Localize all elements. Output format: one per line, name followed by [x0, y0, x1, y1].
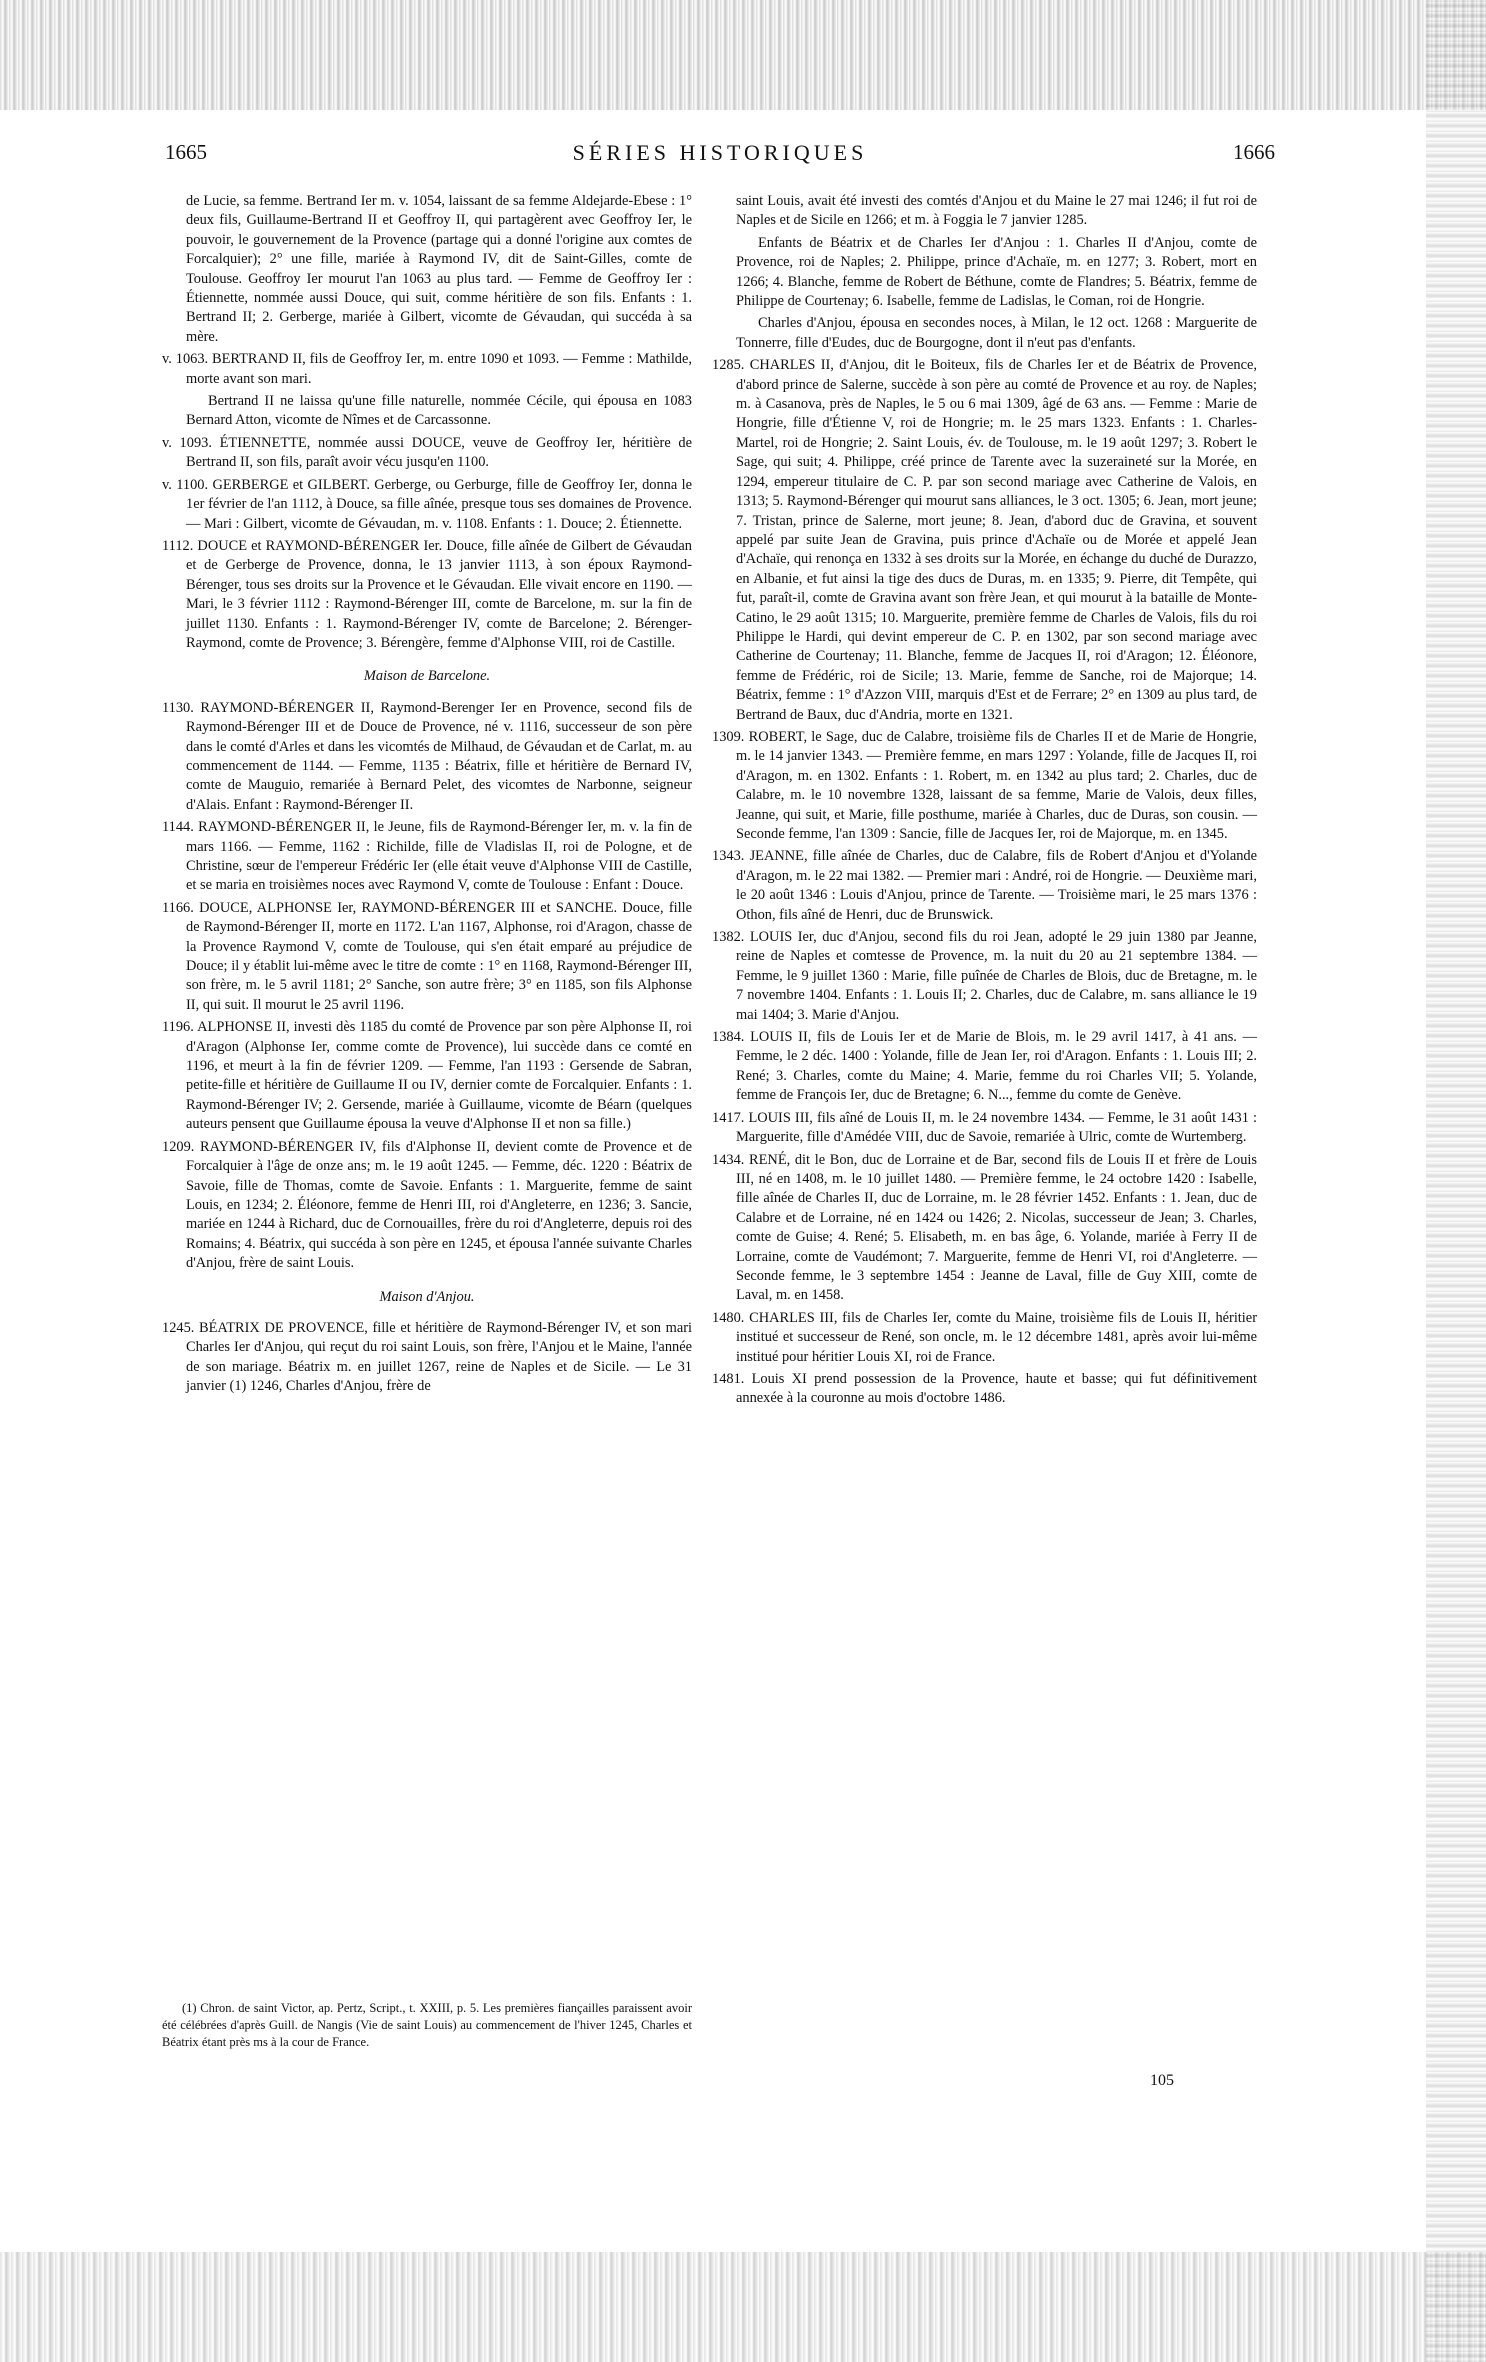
running-header — [165, 140, 1275, 170]
chronology-entry: v. 1093. ÉTIENNETTE, nommée aussi DOUCE, veuve de Geoffroy Ier, héritière de Bertrand II, son fils, paraît avoir vécu jusqu'en 1100. — [162, 434, 692, 471]
scan-noise-top — [0, 0, 1486, 110]
left-column-number: 1665 — [165, 140, 207, 164]
chronology-entry: 1384. LOUIS II, fils de Louis Ier et de Marie de Blois, m. le 29 avril 1417, à 41 ans. — Femme, le 2 déc. 1400 : Yolande, fille de Jean Ier, roi d'Aragon. Enfants : 1. Louis III; 2. René; 3. Charles, comte du Maine; 4. Marie, femme du roi Charles VII; 5. Yolande, femme de François Ier, duc de Bretagne; 6. N..., femme du comte de Genève. — [712, 1029, 1257, 1104]
page-title: SÉRIES HISTORIQUES — [572, 140, 868, 165]
chronology-entry: 1417. LOUIS III, fils aîné de Louis II, m. le 24 novembre 1434. — Femme, le 31 août 1431 : Marguerite, fille d'Amédée VIII, duc de Savoie, remariée à Ulric, comte de Wurtemberg. — [712, 1109, 1257, 1146]
right-column-number: 1666 — [1233, 140, 1275, 164]
paragraph: saint Louis, avait été investi des comtés d'Anjou et du Maine le 27 mai 1246; il fut roi de Naples et de Sicile en 1266; et m. à Foggia le 7 janvier 1285. — [736, 193, 1257, 229]
chronology-entry: 1245. BÉATRIX DE PROVENCE, fille et héritière de Raymond-Bérenger IV, et son mari Charles Ier d'Anjou, qui reçut du roi saint Louis, son frère, l'Anjou et le Maine, l'année de son mariage. Béatrix m. en juillet 1267, reine de Naples et de Sicile. — Le 31 janvier (1) 1246, Charles d'Anjou, frère de — [162, 1319, 692, 1395]
chronology-entry: 1434. RENÉ, dit le Bon, duc de Lorraine et de Bar, second fils de Louis II et frère de Louis III, né en 1408, m. le 10 juillet 1480. — Première femme, le 24 octobre 1420 : Isabelle, fille aînée de Charles II, duc de Lorraine, m. le 28 février 1452. Enfants : 1. Jean, duc de Calabre et de Lorraine, né en 1424 ou 1426; 2. Nicolas, successeur de Jean; 3. Charles, comte de Guise; 4. René; 5. Elisabeth, m. en bas âge, 6. Yolande, mariée à Ferry II de Lorraine, comte de Vaudémont; 7. Marguerite, femme de Henri VI, roi d'Angleterre. — Seconde femme, le 3 septembre 1454 : Jeanne de Laval, fille de Guy XIII, comte de Laval, m. en 1458. — [712, 1151, 1257, 1304]
scan-noise-bottom — [0, 2252, 1486, 2362]
chronology-entry: 1209. RAYMOND-BÉRENGER IV, fils d'Alphonse II, devient comte de Provence et de Forcalquier à l'âge de onze ans; m. le 19 août 1245. — Femme, déc. 1220 : Béatrix de Savoie, fille de Thomas, comte de Savoie. Enfants : 1. Marguerite, femme de saint Louis, en 1234; 2. Éléonore, femme de Henri III, roi d'Angleterre, en 1236; 3. Sancie, mariée en 1244 à Richard, duc de Cornouailles, frère du roi d'Angleterre, depuis roi des Romains; 4. Béatrix, qui succéda à son père en 1245, et épousa l'année suivante Charles d'Anjou, frère de saint Louis. — [162, 1138, 692, 1272]
chronology-entry: 1343. JEANNE, fille aînée de Charles, duc de Calabre, fils de Robert d'Anjou et d'Yolande d'Aragon, m. le 22 mai 1382. — Premier mari : André, roi de Hongrie. — Deuxième mari, le 20 août 1346 : Louis d'Anjou, prince de Tarente. — Troisième mari, le 25 mars 1376 : Othon, fils aîné de Henri, duc de Brunswick. — [712, 848, 1257, 923]
chronology-entry: 1481. Louis XI prend possession de la Provence, haute et basse; qui fut définitivement annexée à la couronne au mois d'octobre 1486. — [712, 1370, 1257, 1407]
chronology-entry: 1382. LOUIS Ier, duc d'Anjou, second fils du roi Jean, adopté le 29 juin 1380 par Jeanne, reine de Naples et comtesse de Provence, m. la nuit du 20 au 21 septembre 1384. — Femme, le 9 juillet 1360 : Marie, fille puînée de Charles de Blois, duc de Bretagne, m. le 7 novembre 1404. Enfants : 1. Louis II; 2. Charles, duc de Calabre, m. sans alliance le 19 mai 1404; 3. Marie d'Anjou. — [712, 929, 1257, 1023]
paragraph: Enfants de Béatrix et de Charles Ier d'Anjou : 1. Charles II d'Anjou, comte de Provence, roi de Naples; 2. Philippe, prince d'Achaïe, m. en 1277; 3. Robert, mort en 1266; 4. Blanche, femme de Robert de Béthune, comte de Flandres; 5. Béatrix, femme de Philippe de Courtenay; 6. Isabelle, femme de Ladislas, le Coman, roi de Hongrie. — [736, 234, 1257, 310]
left-text-column — [162, 192, 692, 1400]
footnote: (1) Chron. de saint Victor, ap. Pertz, Script., t. XXIII, p. 5. Les premières fiançailles paraissent avoir été célébrées d'après Guill. de Nangis (Vie de saint Louis) au commencement de l'hiver 1245, Charles et Béatrix étant près ms à la cour de France. — [162, 2001, 692, 2049]
chronology-entry: 1480. CHARLES III, fils de Charles Ier, comte du Maine, troisième fils de Louis II, héritier institué et successeur de René, son oncle, m. le 12 décembre 1481, après avoir lui-même institué pour héritier Louis XI, roi de France. — [712, 1309, 1257, 1365]
chronology-entry: 1144. RAYMOND-BÉRENGER II, le Jeune, fils de Raymond-Bérenger Ier, m. v. la fin de mars 1166. — Femme, 1162 : Richilde, fille de Vladislas II, roi de Pologne, et de Christine, sœur de l'empereur Frédéric Ier (elle était veuve d'Alphonse VIII de Castille, et se maria en troisièmes noces avec Raymond V, comte de Toulouse : Enfant : Douce. — [162, 819, 692, 894]
paragraph: Bertrand II ne laissa qu'une fille naturelle, nommée Cécile, qui épousa en 1083 Bernard Atton, vicomte de Nîmes et de Carcassonne. — [186, 393, 692, 429]
chronology-entry: 1130. RAYMOND-BÉRENGER II, Raymond-Berenger Ier en Provence, second fils de Raymond-Bérenger III et de Douce de Provence, né v. 1116, successeur de son père dans le comté d'Arles et dans les vicomtés de Milhaud, de Gévaudan et de Carlat, m. au commencement de 1144. — Femme, 1135 : Béatrix, fille et héritière de Bernard IV, comte de Mauguio, remariée à Bernard Pelet, des vicomtes de Narbonne, seigneur d'Alais. Enfant : Raymond-Bérenger II. — [162, 699, 692, 813]
chronology-entry: v. 1063. BERTRAND II, fils de Geoffroy Ier, m. entre 1090 et 1093. — Femme : Mathilde, morte avant son mari. — [162, 351, 692, 387]
chronology-entry: 1285. CHARLES II, d'Anjou, dit le Boiteux, fils de Charles Ier et de Béatrix de Provence, d'abord prince de Salerne, succède à son père au comté de Provence et au roy. de Naples; m. à Casanova, près de Naples, le 5 ou 6 mai 1309, âgé de 63 ans. — Femme : Marie de Hongrie, fille d'Étienne V, roi de Hongrie; m. le 25 mars 1323. Enfants : 1. Charles-Martel, roi de Hongrie; 2. Saint Louis, év. de Toulouse, m. le 19 août 1297; 3. Robert le Sage, qui suit; 4. Philippe, créé prince de Tarente avec la suzeraineté sur la Morée, en 1294, empereur titulaire de C. P. par son second mariage avec Catherine de Valois, en 1313; 5. Raymond-Bérenger qui mourut sans alliances, le 3 oct. 1305; 6. Jean, mort jeune; 7. Tristan, prince de Salerne, mort jeune; 8. Jean, d'abord duc de Gravina, et souvent appelé par suite Jean de Gravina, puis prince d'Achaïe ou de Morée et appelé Jean d'Achaïe, qui renonça en 1332 à ses droits sur la Morée, en échange du duché de Durazzo, en Albanie, et fut ainsi la tige des ducs de Duras, m. en 1335; 9. Pierre, dit Tempête, qui fut, paraît-il, comte de Gravina avant son frère Jean, et qui mourut à la bataille de Monte-Catino, le 29 août 1315; 10. Marguerite, première femme de Charles de Valois, fils du roi Philippe le Hardi, qui devint empereur de C. P. en 1302, par son second mariage avec Catherine de Courtenay; 11. Blanche, femme de Jacques II, roi d'Aragon; 12. Éléonore, femme de Frédéric, roi de Sicile; 13. Marie, femme de Sanche, roi de Majorque; 14. Béatrix, femme : 1° d'Azzon VIII, marquis d'Est et de Ferrare; 2° en 1309 au plus tard, de Bertrand de Baux, duc d'Andria, morte en 1321. — [712, 357, 1257, 723]
section-heading: Maison de Barcelone. — [363, 668, 491, 685]
chronology-entry: 1196. ALPHONSE II, investi dès 1185 du comté de Provence par son père Alphonse II, roi d'Aragon (Alphonse Ier, comme comte de Provence), lui succède dans ce comté en 1196, et meurt à la fin de février 1209. — Femme, l'an 1193 : Gersende de Sabran, petite-fille et héritière de Guillaume II ou IV, dernier comte de Forcalquier. Enfants : 1. Raymond-Bérenger IV; 2. Gersende, mariée à Guillaume, vicomte de Béarn (quelques auteurs pensent que Guillaume épousa la veuve d'Alphonse II et non sa fille.) — [162, 1019, 692, 1133]
chronology-entry: 1166. DOUCE, ALPHONSE Ier, RAYMOND-BÉRENGER III et SANCHE. Douce, fille de Raymond-Bérenger II, morte en 1172. L'an 1167, Alphonse, roi d'Aragon, chasse de la Provence Raymond V, comte de Toulouse, qui s'en était emparé au préjudice de Douce; il y établit lui-même avec le titre de comte : 1° en 1168, Raymond-Bérenger III, son frère, m. le 5 avril 1181; 2° Sanche, son autre frère; 3° en 1185, son fils Alphonse II, qui suit. Il mourut le 25 avril 1196. — [162, 899, 692, 1013]
right-text-column — [712, 192, 1257, 1412]
chronology-entry: v. 1100. GERBERGE et GILBERT. Gerberge, ou Gerburge, fille de Geoffroy Ier, donna le 1er février de l'an 1112, à Douce, sa fille aînée, presque tous ses domaines de Provence. — Mari : Gilbert, vicomte de Gévaudan, m. v. 1108. Enfants : 1. Douce; 2. Étiennette. — [162, 476, 692, 532]
chronology-entry: 1112. DOUCE et RAYMOND-BÉRENGER Ier. Douce, fille aînée de Gilbert de Gévaudan et de Gerberge de Provence, donna, le 13 janvier 1113, à son époux Raymond-Bérenger, tous ses droits sur la Provence et le Gévaudan. Elle vivait encore en 1190. — Mari, le 3 février 1112 : Raymond-Bérenger III, comte de Barcelone, m. sur la fin de juillet 1130. Enfants : 1. Raymond-Bérenger IV, comte de Barcelone; 2. Bérenger-Raymond, comte de Provence; 3. Bérengère, femme d'Alphonse VIII, roi de Castille. — [162, 537, 692, 651]
paragraph: Charles d'Anjou, épousa en secondes noces, à Milan, le 12 oct. 1268 : Marguerite de Tonnerre, fille d'Eudes, duc de Bourgogne, dont il n'eut pas d'enfants. — [736, 315, 1257, 351]
page-number: 105 — [1150, 2072, 1174, 2089]
paragraph: de Lucie, sa femme. Bertrand Ier m. v. 1054, laissant de sa femme Aldejarde-Ebese : 1° deux fils, Guillaume-Bertrand II et Geoffroy II, qui partagèrent avec Geoffroy Ier, le pouvoir, le gouvernement de la Provence (partage qui a donné l'origine aux comtes de Forcalquier); 2° une fille, mariée à Raymond IV, dit de Saint-Gilles, comte de Toulouse. Geoffroy Ier mourut l'an 1063 au plus tard. — Femme de Geoffroy Ier : Étiennette, nommée aussi Douce, qui suit, comme héritière de son fils. Enfants : 1. Bertrand II; 2. Gerberge, mariée à Gilbert, vicomte de Gévaudan, qui succéda à sa mère. — [186, 193, 692, 345]
chronology-entry: 1309. ROBERT, le Sage, duc de Calabre, troisième fils de Charles II et de Marie de Hongrie, m. le 14 janvier 1343. — Première femme, en mars 1297 : Yolande, fille de Jacques II, roi d'Aragon, m. en 1302. Enfants : 1. Robert, m. en 1342 au plus tard; 2. Charles, duc de Calabre, m. le 10 novembre 1328, laissant de sa femme, Marie de Valois, deux filles, Jeanne, qui suit, et Marie, fille posthume, mariée à Charles, duc de Duras, son cousin. — Seconde femme, l'an 1309 : Sancie, fille de Jacques Ier, roi de Majorque, m. en 1345. — [712, 728, 1257, 842]
section-heading: Maison d'Anjou. — [379, 1288, 475, 1305]
scan-noise-right — [1426, 0, 1486, 2362]
